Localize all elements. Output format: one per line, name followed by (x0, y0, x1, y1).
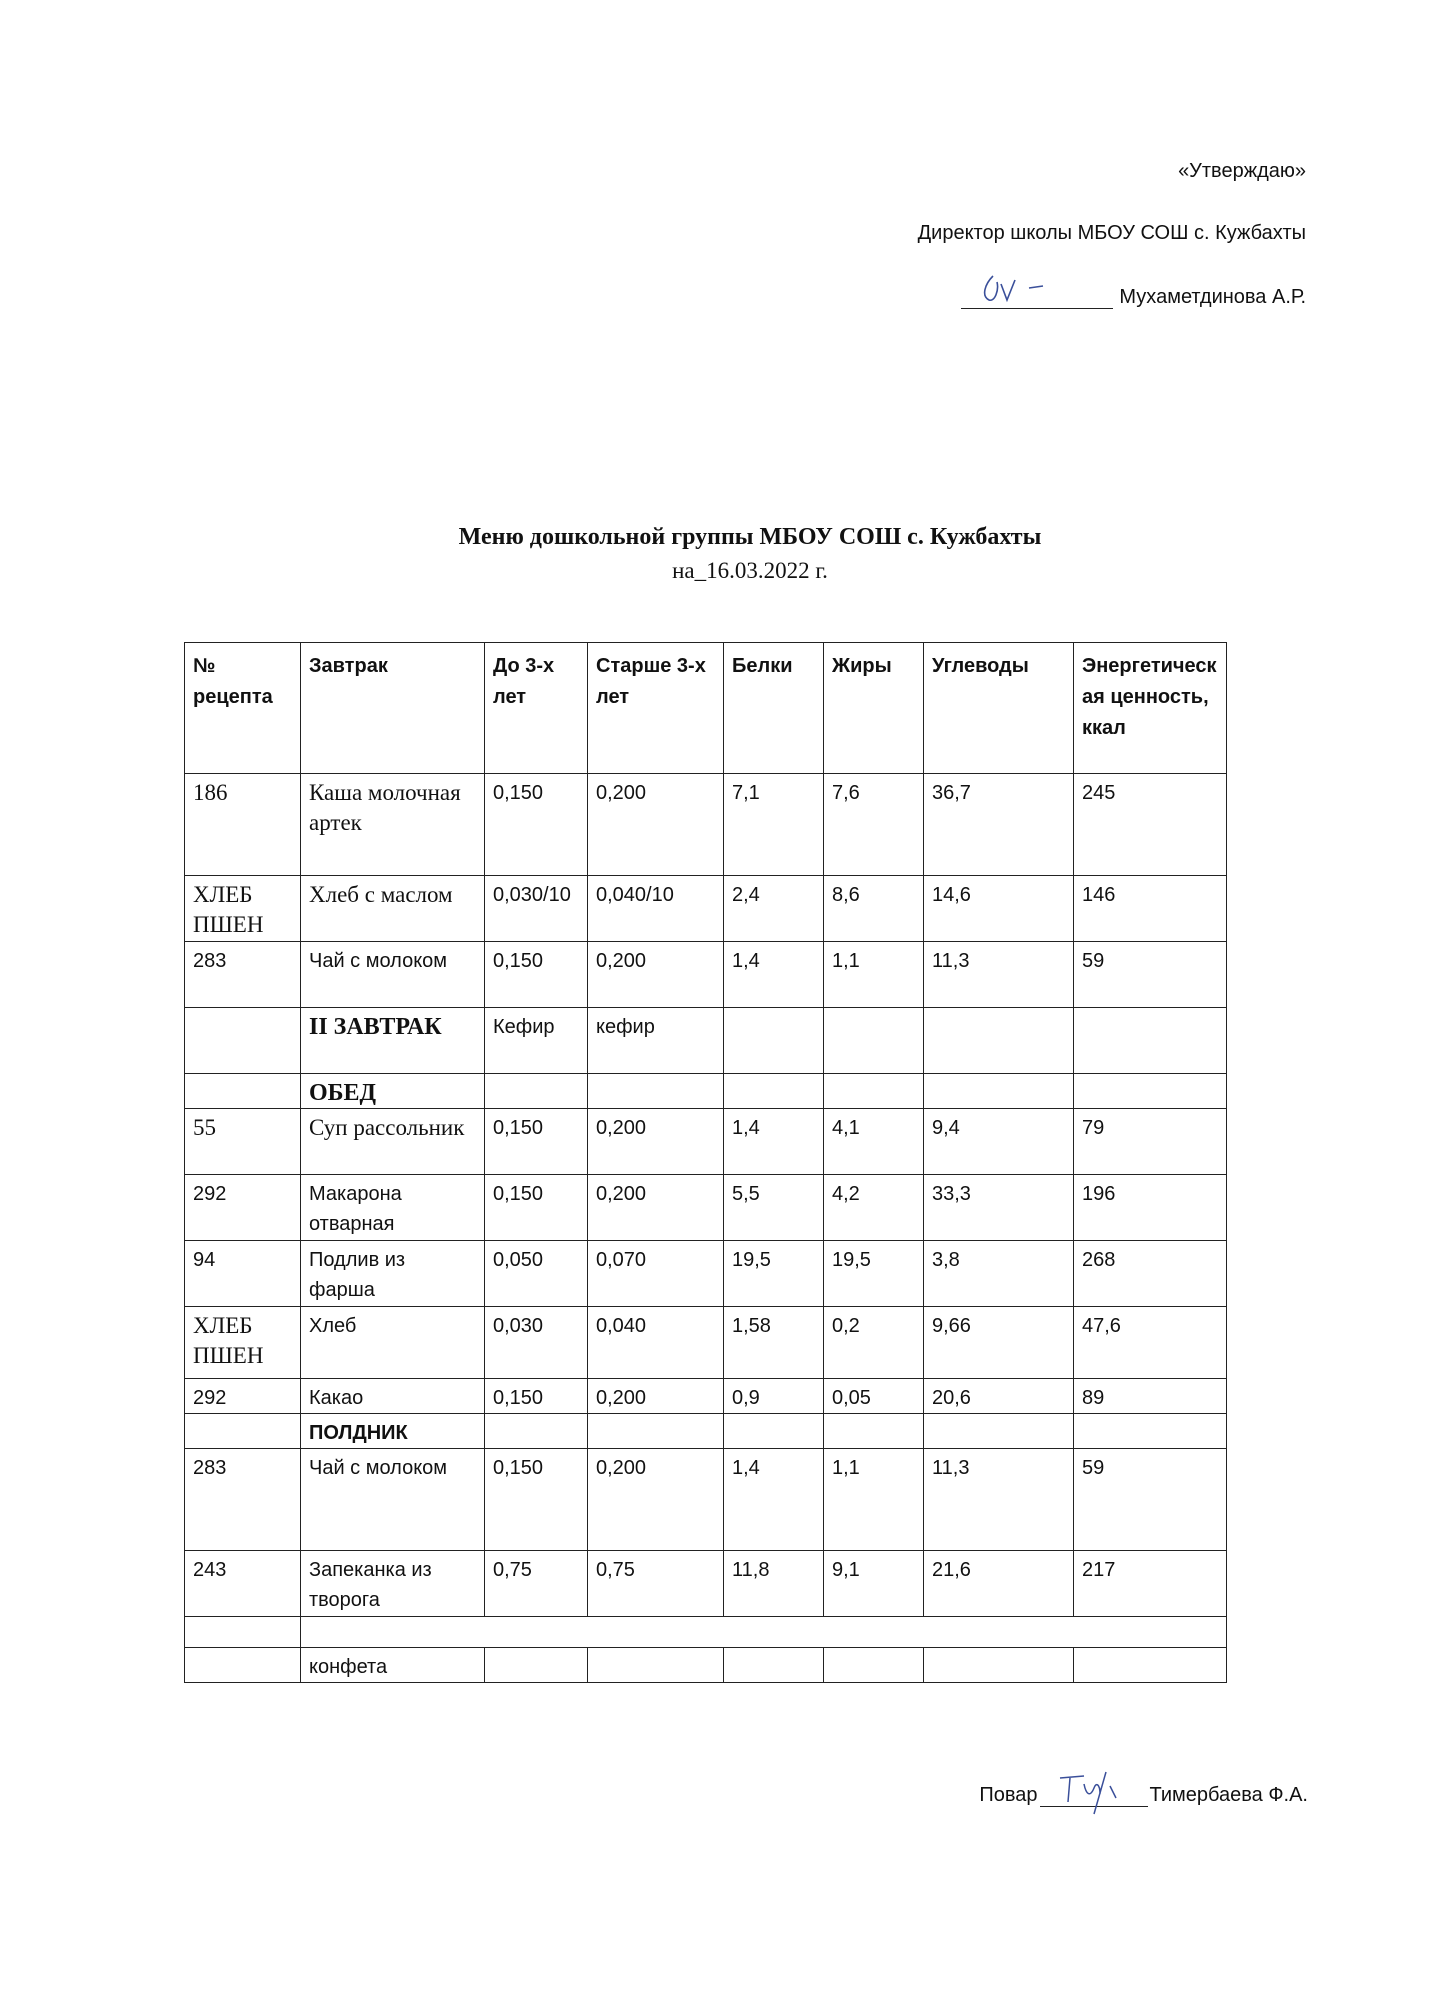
approval-signature-row (961, 282, 1306, 309)
col-energy: Энергетическая ценность, ккал (1074, 643, 1227, 774)
table-cell: 0,070 (588, 1241, 724, 1307)
cook-signature-row (979, 1780, 1308, 1807)
col-fats: Жиры (824, 643, 924, 774)
table-cell: 268 (1074, 1241, 1227, 1307)
table-row (185, 1449, 1227, 1551)
table-cell: 186 (185, 774, 301, 876)
table-cell (185, 1648, 301, 1683)
table-cell: 5,5 (724, 1175, 824, 1241)
table-cell: 11,3 (924, 1449, 1074, 1551)
table-cell (185, 1414, 301, 1449)
table-cell (1074, 1648, 1227, 1683)
table-row (185, 1241, 1227, 1307)
table-cell: 1,4 (724, 1449, 824, 1551)
table-cell (485, 1074, 588, 1109)
director-signature (961, 282, 1113, 309)
table-cell: 2,4 (724, 876, 824, 942)
col-breakfast: Завтрак (301, 643, 485, 774)
table-cell: 20,6 (924, 1379, 1074, 1414)
table-cell: 0,050 (485, 1241, 588, 1307)
table-cell: 0,75 (485, 1551, 588, 1617)
table-cell: 0,200 (588, 942, 724, 1008)
table-cell: 0,200 (588, 774, 724, 876)
table-cell: 1,4 (724, 942, 824, 1008)
col-over-3: Старше 3-х лет (588, 643, 724, 774)
col-under-3: До 3-х лет (485, 643, 588, 774)
table-cell (824, 1414, 924, 1449)
table-cell: 0,2 (824, 1307, 924, 1379)
table-cell: 1,58 (724, 1307, 824, 1379)
table-cell: 79 (1074, 1109, 1227, 1175)
table-cell: Подлив из фарша (301, 1241, 485, 1307)
col-carbs: Углеводы (924, 643, 1074, 774)
table-row (185, 1648, 1227, 1683)
col-proteins: Белки (724, 643, 824, 774)
table-cell: 243 (185, 1551, 301, 1617)
table-cell: Чай с молоком (301, 942, 485, 1008)
table-cell: 1,1 (824, 1449, 924, 1551)
table-cell: 0,030 (485, 1307, 588, 1379)
table-cell (924, 1074, 1074, 1109)
col-recipe-no: № рецепта (185, 643, 301, 774)
table-cell (1074, 1414, 1227, 1449)
table-cell: 0,05 (824, 1379, 924, 1414)
table-cell: 0,200 (588, 1175, 724, 1241)
table-cell (185, 1008, 301, 1074)
table-cell: Какао (301, 1379, 485, 1414)
cook-label: Повар (979, 1784, 1038, 1806)
table-cell: 0,040/10 (588, 876, 724, 942)
table-cell: 0,150 (485, 942, 588, 1008)
table-cell: ХЛЕБ ПШЕН (185, 1307, 301, 1379)
table-cell (724, 1414, 824, 1449)
table-cell (301, 1617, 1227, 1648)
table-cell: 14,6 (924, 876, 1074, 942)
table-cell (185, 1074, 301, 1109)
table-row (185, 1414, 1227, 1449)
section-second-breakfast: II ЗАВТРАК (301, 1008, 485, 1074)
table-cell: 8,6 (824, 876, 924, 942)
director-name: Мухаметдинова А.Р. (1119, 286, 1306, 308)
table-cell: Хлеб с маслом (301, 876, 485, 942)
table-cell (1074, 1008, 1227, 1074)
table-cell: 146 (1074, 876, 1227, 942)
table-row (185, 1551, 1227, 1617)
table-cell: 292 (185, 1379, 301, 1414)
table-cell: 245 (1074, 774, 1227, 876)
table-cell: 292 (185, 1175, 301, 1241)
table-row (185, 1617, 1227, 1648)
table-header-row (185, 643, 1227, 774)
table-cell: 1,4 (724, 1109, 824, 1175)
menu-date: на_16.03.2022 г. (672, 558, 828, 583)
table-cell: Чай с молоком (301, 1449, 485, 1551)
table-cell: 217 (1074, 1551, 1227, 1617)
page-title: Меню дошкольной группы МБОУ СОШ с. Кужбахты (458, 524, 1042, 550)
table-cell: ХЛЕБ ПШЕН (185, 876, 301, 942)
table-cell: 0,200 (588, 1109, 724, 1175)
cook-signature (1040, 1780, 1148, 1807)
table-cell: 19,5 (724, 1241, 824, 1307)
table-cell: конфета (301, 1648, 485, 1683)
table-cell: 21,6 (924, 1551, 1074, 1617)
table-cell (924, 1008, 1074, 1074)
table-row (185, 1379, 1227, 1414)
table-cell: 36,7 (924, 774, 1074, 876)
table-cell: Суп рассольник (301, 1109, 485, 1175)
table-cell (924, 1414, 1074, 1449)
table-cell: Кефир (485, 1008, 588, 1074)
table-cell: 0,150 (485, 1379, 588, 1414)
table-cell: 59 (1074, 1449, 1227, 1551)
table-cell: 94 (185, 1241, 301, 1307)
table-row (185, 1008, 1227, 1074)
table-cell (588, 1648, 724, 1683)
table-cell: 0,150 (485, 1175, 588, 1241)
section-lunch: ОБЕД (301, 1074, 485, 1109)
table-cell: 4,2 (824, 1175, 924, 1241)
table-cell (824, 1008, 924, 1074)
table-cell: Каша молочная артек (301, 774, 485, 876)
table-cell (485, 1648, 588, 1683)
approval-director: Директор школы МБОУ СОШ с. Кужбахты (917, 222, 1306, 244)
signature-icon (971, 270, 1061, 310)
table-cell (588, 1414, 724, 1449)
table-cell (185, 1617, 301, 1648)
approval-title: «Утверждаю» (1178, 160, 1306, 182)
table-cell: 59 (1074, 942, 1227, 1008)
table-cell: Хлеб (301, 1307, 485, 1379)
table-cell (724, 1648, 824, 1683)
table-cell (485, 1414, 588, 1449)
table-cell: 283 (185, 942, 301, 1008)
table-cell: 0,030/10 (485, 876, 588, 942)
table-cell: 9,4 (924, 1109, 1074, 1175)
section-afternoon-snack: ПОЛДНИК (301, 1414, 485, 1449)
table-row (185, 1175, 1227, 1241)
table-cell: 1,1 (824, 942, 924, 1008)
table-row (185, 1307, 1227, 1379)
table-cell (724, 1008, 824, 1074)
table-cell: 0,9 (724, 1379, 824, 1414)
table-row (185, 942, 1227, 1008)
table-cell: 0,150 (485, 1449, 588, 1551)
table-cell: Запеканка из творога (301, 1551, 485, 1617)
table-row (185, 774, 1227, 876)
table-cell: 0,150 (485, 1109, 588, 1175)
table-cell: 0,75 (588, 1551, 724, 1617)
table-cell: 283 (185, 1449, 301, 1551)
table-cell (824, 1648, 924, 1683)
table-cell: 4,1 (824, 1109, 924, 1175)
table-cell (824, 1074, 924, 1109)
table-cell: 0,150 (485, 774, 588, 876)
table-cell (924, 1648, 1074, 1683)
table-cell: 11,3 (924, 942, 1074, 1008)
table-row (185, 1109, 1227, 1175)
table-cell: 11,8 (724, 1551, 824, 1617)
table-cell: 19,5 (824, 1241, 924, 1307)
table-cell: 7,1 (724, 774, 824, 876)
table-cell: 33,3 (924, 1175, 1074, 1241)
table-cell: 3,8 (924, 1241, 1074, 1307)
table-cell: 0,200 (588, 1449, 724, 1551)
table-row (185, 1074, 1227, 1109)
table-cell (724, 1074, 824, 1109)
table-cell: 0,040 (588, 1307, 724, 1379)
table-cell: 9,66 (924, 1307, 1074, 1379)
table-cell: 47,6 (1074, 1307, 1227, 1379)
table-cell (588, 1074, 724, 1109)
table-cell: 196 (1074, 1175, 1227, 1241)
table-cell: 9,1 (824, 1551, 924, 1617)
signature-icon (1054, 1764, 1134, 1816)
table-cell (1074, 1074, 1227, 1109)
table-cell: Макарона отварная (301, 1175, 485, 1241)
table-cell: 55 (185, 1109, 301, 1175)
table-cell: 0,200 (588, 1379, 724, 1414)
menu-table (184, 642, 1227, 1683)
table-cell: кефир (588, 1008, 724, 1074)
table-row (185, 876, 1227, 942)
cook-name: Тимербаева Ф.А. (1149, 1784, 1308, 1806)
table-cell: 7,6 (824, 774, 924, 876)
table-cell: 89 (1074, 1379, 1227, 1414)
